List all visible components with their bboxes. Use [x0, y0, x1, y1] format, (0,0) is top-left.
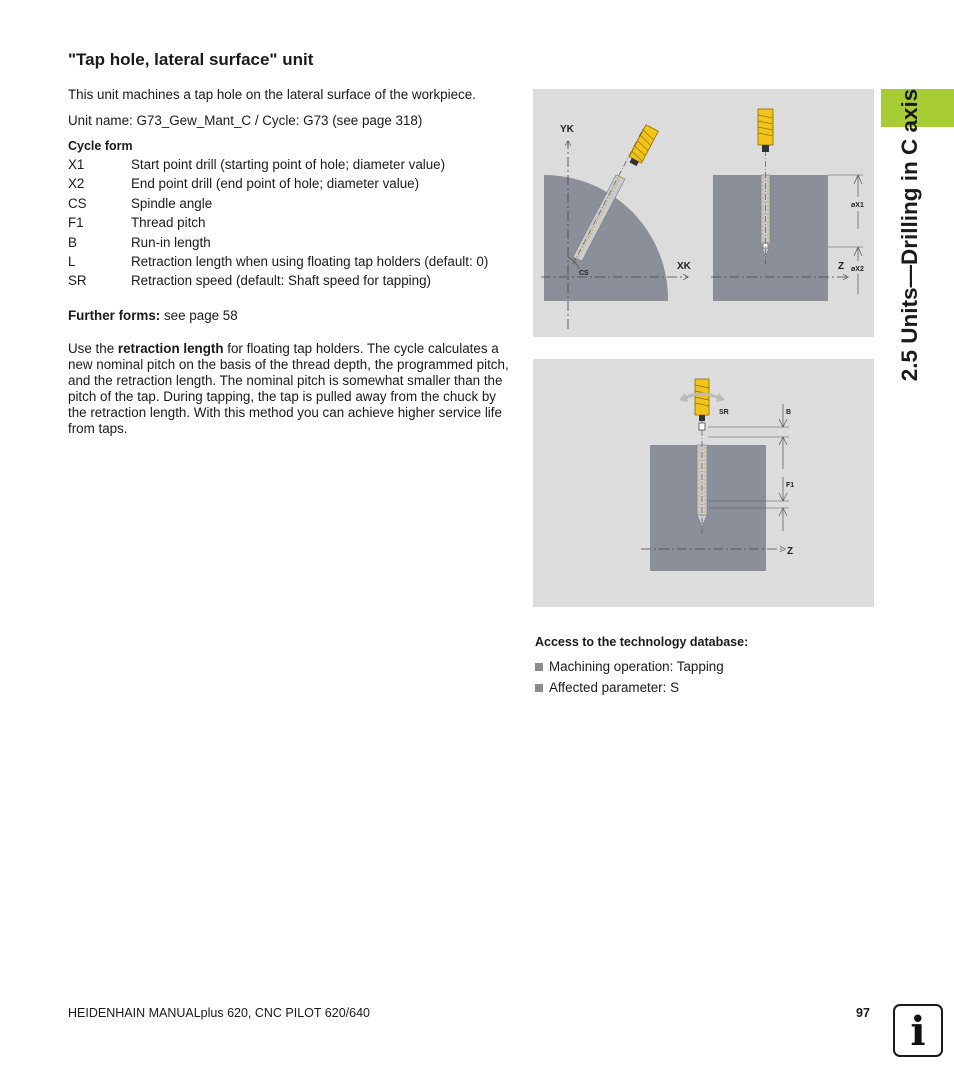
- list-item-text: Affected parameter: S: [549, 680, 680, 695]
- footer-title: HEIDENHAIN MANUALplus 620, CNC PILOT 620/640: [68, 1006, 370, 1020]
- parameter-list: [68, 157, 513, 293]
- further-forms-link[interactable]: see page 58: [160, 308, 238, 323]
- param-key: L: [68, 253, 76, 269]
- figure-floating-tap-drawing: [533, 359, 874, 607]
- cycle-form-title: Cycle form: [68, 139, 133, 153]
- param-key: X2: [68, 176, 85, 192]
- figure-lateral-tap: [533, 89, 874, 337]
- xk-label: XK: [677, 261, 691, 272]
- z-label: Z: [838, 261, 845, 272]
- param-row: [68, 176, 513, 192]
- z-label: Z: [787, 546, 794, 557]
- param-key: F1: [68, 215, 84, 231]
- info-icon-glyph: i: [910, 1008, 926, 1055]
- body-pre: Use the: [68, 341, 118, 356]
- yk-label: YK: [560, 124, 574, 135]
- unit-name-text: Unit name: G73_Gew_Mant_C / Cycle: G73 (see page 318): [68, 113, 423, 128]
- list-item: [535, 659, 724, 675]
- cs-label: CS: [579, 270, 589, 277]
- sr-label: SR: [719, 409, 729, 416]
- param-row: [68, 235, 513, 251]
- further-forms: [68, 308, 238, 324]
- bullet-icon: [535, 663, 543, 671]
- param-row: [68, 157, 513, 173]
- workpiece-block: [713, 175, 828, 301]
- param-desc: Retraction speed (default: Shaft speed for tapping): [131, 273, 431, 289]
- param-row: [68, 196, 513, 212]
- param-key: X1: [68, 157, 85, 172]
- param-desc: Retraction length when using floating tap holders (default: 0): [131, 253, 489, 269]
- list-item: [535, 680, 724, 696]
- param-key: B: [68, 234, 77, 250]
- param-desc: End point drill (end point of hole; diameter value): [131, 176, 420, 192]
- info-icon: [893, 1004, 943, 1057]
- b-label: B: [786, 409, 792, 416]
- body-bold-term: retraction length: [117, 341, 224, 356]
- access-title: Access to the technology database:: [535, 635, 749, 649]
- body-post: for floating tap holders. The cycle calculates a new nominal pitch on the basis of the thread depth, the programmed pitch, and the retraction length. The nominal pitch is somewhat smaller than the pitch of the tap. During tapping, the tap is pulled away from the chuck by the retraction length. With this method you can achieve higher service life from taps.: [68, 341, 509, 436]
- param-row: [68, 273, 513, 289]
- straight-tap: [758, 109, 773, 152]
- bullet-icon: [535, 684, 543, 692]
- page-number: 97: [856, 1006, 870, 1020]
- param-desc: Start point drill (starting point of hole; diameter value): [131, 157, 446, 172]
- param-key: SR: [68, 273, 87, 289]
- intro-text: This unit machines a tap hole on the lateral surface of the workpiece.: [68, 87, 476, 102]
- x2-label: øX2: [851, 266, 864, 273]
- figure-floating-tap: [533, 359, 874, 607]
- list-item-text: Machining operation: Tapping: [549, 659, 724, 674]
- param-desc: Spindle angle: [131, 195, 213, 211]
- figure-lateral-tap-drawing: [533, 89, 874, 337]
- body-paragraph: [68, 341, 513, 437]
- section-heading: "Tap hole, lateral surface" unit: [68, 50, 314, 69]
- angled-tap: [627, 125, 659, 168]
- access-list: [535, 659, 724, 701]
- f1-label: F1: [786, 482, 795, 489]
- param-key: CS: [68, 195, 87, 211]
- param-desc: Run-in length: [131, 234, 211, 250]
- further-forms-label: Further forms:: [68, 308, 161, 323]
- x1-label: øX1: [851, 202, 864, 209]
- param-desc: Thread pitch: [131, 215, 206, 231]
- param-row: [68, 215, 513, 231]
- chapter-side-title: 2.5 Units—Drilling in C axis: [897, 88, 922, 382]
- param-row: [68, 254, 513, 270]
